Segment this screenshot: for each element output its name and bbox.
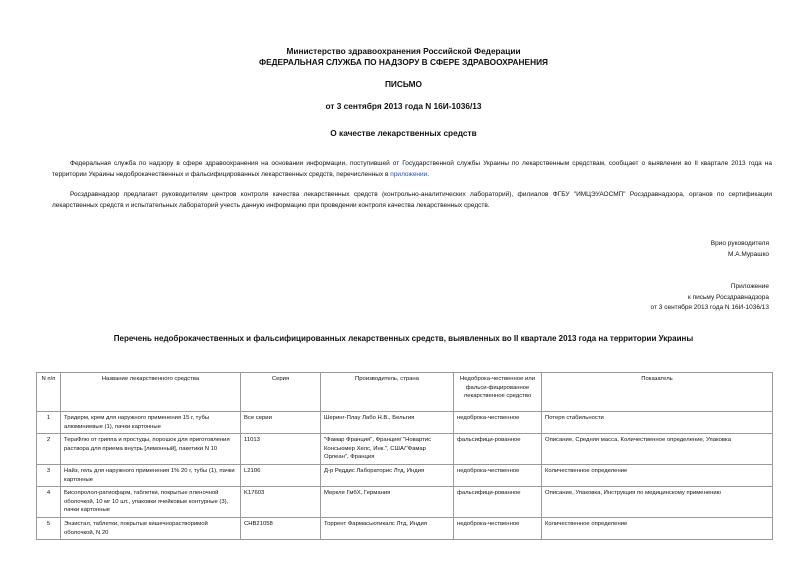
cell-number: 2 xyxy=(37,434,61,465)
document-type: ПИСЬМО xyxy=(384,79,423,89)
cell-series: K17603 xyxy=(241,487,321,518)
cell-indicator: Количественное определение xyxy=(542,517,773,539)
table-header-row xyxy=(37,373,773,412)
service-name: ФЕДЕРАЛЬНАЯ СЛУЖБА ПО НАДЗОРУ В СФЕРЕ ЗДРАВООХРАНЕНИЯ xyxy=(259,57,548,67)
paragraph-1-text: Федеральная служба по надзору в сфере здравоохранения на основании информации, поступившей от Государственной службы Украины по лекарственным средствам, сообщает о выявлении во II квартале 2013 года на территории Украины недоброкачественных и фальсифицированных лекарственных средств, перечисленных в xyxy=(52,160,772,178)
ministry-name: Министерство здравоохранения Российской Федерации xyxy=(286,46,521,56)
cell-manufacturer: Торрент Фармасьютикалс Лтд, Индия xyxy=(321,517,454,539)
signature-name: М.А.Мурашко xyxy=(727,251,769,258)
cell-indicator: Потеря стабильности xyxy=(542,412,773,434)
column-header: Серия xyxy=(241,373,321,412)
cell-manufacturer: Д-р Реддис Лабораторис Лтд, Индия xyxy=(321,464,454,486)
cell-number: 3 xyxy=(37,464,61,486)
column-header: Недоброка-чественное или фальси-фицированное лекарственное средство xyxy=(454,373,542,412)
document-subject: О качестве лекарственных средств xyxy=(330,128,477,138)
list-title: Перечень недоброкачественных и фальсифицированных лекарственных средств, выявленных во II квартале 2013 года на территории Украины xyxy=(113,334,694,343)
cell-status: недоброка-чественное xyxy=(454,464,542,486)
appendix-date: от 3 сентября 2013 года N 16И-1036/13 xyxy=(650,304,769,311)
paragraph-2 xyxy=(52,189,772,211)
cell-indicator: Описание, Упаковка, Инструкция по медицинскому применению xyxy=(542,487,773,518)
cell-drug-name: Энзистал, таблетки, покрытые кишечнорастворимой оболочкой, N 20 xyxy=(61,517,241,539)
cell-manufacturer: Меркле ГмбХ, Германия xyxy=(321,487,454,518)
cell-series: L2106 xyxy=(241,464,321,486)
paragraph-1: Федеральная служба по надзору в сфере здравоохранения на основании информации, поступившей от Государственной службы Украины по лекарственным средствам, сообщает о выявлении во II квартале 2013 года на территории Украины недоброкачественных и фальсифицированных лекарственных средств, перечисленных в приложении. xyxy=(52,160,772,178)
appendix-link[interactable]: приложении xyxy=(390,171,428,178)
cell-series: 11013 xyxy=(241,434,321,465)
appendix-label: Приложение xyxy=(730,283,769,290)
cell-manufacturer: "Фамар Франция", Франция/ "Новартис Консьюмер Хелс, Инк.", США/"Фамар Орлеан", Франция xyxy=(321,434,454,465)
column-header: Название лекарственного средства xyxy=(61,373,241,412)
column-header: N п/п xyxy=(37,373,61,412)
cell-drug-name: Бисопролол-ратиофарм, таблетки, покрытые пленочной оболочкой, 10 мг 10 шт., упаковки ячейковые контурные (3), пачки картонные xyxy=(61,487,241,518)
cell-series: Все серии xyxy=(241,412,321,434)
cell-status: недоброка-чественное xyxy=(454,412,542,434)
column-header: Производитель, страна xyxy=(321,373,454,412)
cell-drug-name: ТераФлю от гриппа и простуды, порошок для приготовления раствора для приема внутрь [лимонный], пакетики N 10 xyxy=(61,434,241,465)
cell-drug-name: Найз, гель для наружного применения 1% 20 г, тубы (1), пачки картонные xyxy=(61,464,241,486)
cell-series: CHB21058 xyxy=(241,517,321,539)
cell-drug-name: Тридерм, крем для наружного применения 15 г, тубы алюминиевые (1), пачки картонные xyxy=(61,412,241,434)
appendix-ref: к письму Росздравнадзора xyxy=(687,294,769,301)
cell-number: 5 xyxy=(37,517,61,539)
cell-manufacturer: Шеринг-Плау Лабо Н.В., Бельгия xyxy=(321,412,454,434)
table-row xyxy=(37,412,773,434)
table-row xyxy=(37,434,773,465)
signature-title: Врио руководителя xyxy=(710,240,769,247)
cell-status: недоброка-чественное xyxy=(454,517,542,539)
cell-number: 4 xyxy=(37,487,61,518)
cell-indicator: Описание, Средняя масса, Количественное определение, Упаковка xyxy=(542,434,773,465)
column-header: Показатель xyxy=(542,373,773,412)
drugs-table xyxy=(36,372,773,540)
table-row xyxy=(37,517,773,539)
table-row xyxy=(37,487,773,518)
cell-status: фальсифици-рованное xyxy=(454,434,542,465)
cell-indicator: Количественное определение xyxy=(542,464,773,486)
table-row xyxy=(37,464,773,486)
cell-number: 1 xyxy=(37,412,61,434)
document-date-number: от 3 сентября 2013 года N 16И-1036/13 xyxy=(325,101,482,111)
paragraph-2-text: Росздравнадзор предлагает руководителям центров контроля качества лекарственных средств (контрольно-аналитических лабораторий), филиалов ФГБУ "ИМЦЭУАОСМП" Росздравнадзора, органов по сертификации лекарственных средств и испытательных лабораторий учесть данную информацию при проведении контроля качества лекарственных средств. xyxy=(52,191,772,209)
cell-status: фальсифици-рованное xyxy=(454,487,542,518)
